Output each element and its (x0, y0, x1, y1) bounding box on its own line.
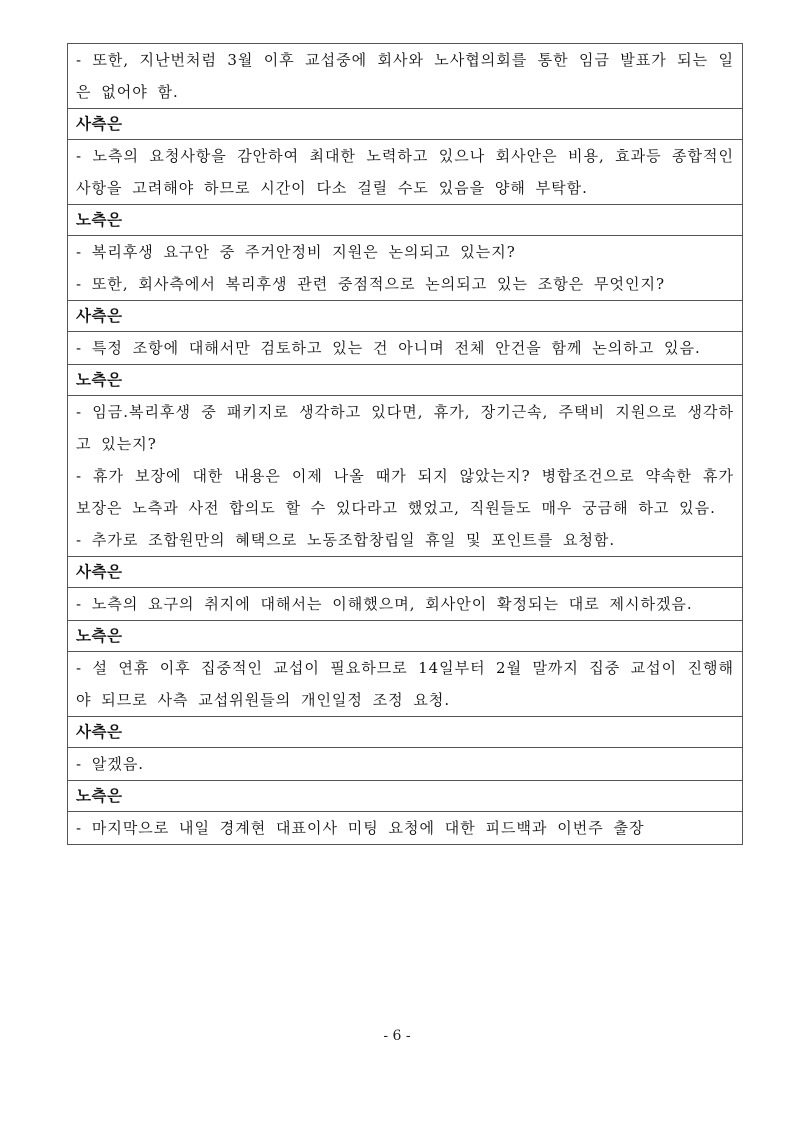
statement-line: - 설 연휴 이후 집중적인 교섭이 필요하므로 14일부터 2월 말까지 집중 교섭이 진행해야 되므로 사측 교섭위원들의 개인일정 조정 요청. (76, 659, 734, 709)
statement-cell (68, 44, 743, 109)
speaker-label: 사측은 (68, 109, 743, 140)
content-row (68, 236, 743, 301)
speaker-label: 사측은 (68, 557, 743, 588)
statement-line: - 특정 조항에 대해서만 검토하고 있는 건 아니며 전체 안건을 함께 논의하고 있음. (76, 339, 701, 357)
speaker-row (68, 557, 743, 588)
statement-cell (68, 396, 743, 557)
speaker-row (68, 781, 743, 812)
content-row (68, 652, 743, 717)
statement-cell (68, 236, 743, 301)
statement-line: - 임금.복리후생 중 패키지로 생각하고 있다면, 휴가, 장기근속, 주택비 지원으로 생각하고 있는지? (76, 403, 734, 453)
content-row (68, 588, 743, 621)
statement-line: - 또한, 회사측에서 복리후생 관련 중점적으로 논의되고 있는 조항은 무엇인지? (76, 275, 665, 293)
content-row (68, 332, 743, 365)
minutes-table (67, 43, 743, 845)
content-row (68, 748, 743, 781)
speaker-label: 노측은 (68, 365, 743, 396)
content-row (68, 140, 743, 205)
statement-line: - 마지막으로 내일 경계현 대표이사 미팅 요청에 대한 피드백과 이번주 출장 (76, 819, 645, 837)
speaker-row (68, 301, 743, 332)
speaker-row (68, 109, 743, 140)
speaker-row (68, 717, 743, 748)
content-row (68, 396, 743, 557)
statement-cell (68, 652, 743, 717)
content-row (68, 812, 743, 845)
speaker-label: 사측은 (68, 301, 743, 332)
statement-cell (68, 588, 743, 621)
page-number: - 6 - (383, 1028, 411, 1044)
speaker-label: 노측은 (68, 621, 743, 652)
statement-cell (68, 140, 743, 205)
statement-line: - 노측의 요구의 취지에 대해서는 이해했으며, 회사안이 확정되는 대로 제시하겠음. (76, 595, 693, 613)
speaker-row (68, 365, 743, 396)
speaker-label: 사측은 (68, 717, 743, 748)
speaker-row (68, 205, 743, 236)
statement-line: - 노측의 요청사항을 감안하여 최대한 노력하고 있으나 회사안은 비용, 효과등 종합적인 사항을 고려해야 하므로 시간이 다소 걸릴 수도 있음을 양해 부탁함. (76, 147, 734, 197)
statement-line: - 휴가 보장에 대한 내용은 이제 나올 때가 되지 않았는지? 병합조건으로 약속한 휴가 보장은 노측과 사전 합의도 할 수 있다라고 했었고, 직원들도 매우 궁금해 하고 있음. (76, 467, 734, 517)
statement-line: - 또한, 지난번처럼 3월 이후 교섭중에 회사와 노사협의회를 통한 임금 발표가 되는 일은 없어야 함. (76, 51, 734, 101)
statement-cell (68, 812, 743, 845)
speaker-label: 노측은 (68, 781, 743, 812)
speaker-row (68, 621, 743, 652)
statement-cell (68, 332, 743, 365)
content-row (68, 44, 743, 109)
speaker-label: 노측은 (68, 205, 743, 236)
statement-line: - 알겠음. (76, 755, 145, 773)
minutes-rows (68, 44, 743, 845)
statement-line: - 추가로 조합원만의 혜택으로 노동조합창립일 휴일 및 포인트를 요청함. (76, 531, 616, 549)
statement-line: - 복리후생 요구안 중 주거안정비 지원은 논의되고 있는지? (76, 243, 516, 261)
statement-cell (68, 748, 743, 781)
